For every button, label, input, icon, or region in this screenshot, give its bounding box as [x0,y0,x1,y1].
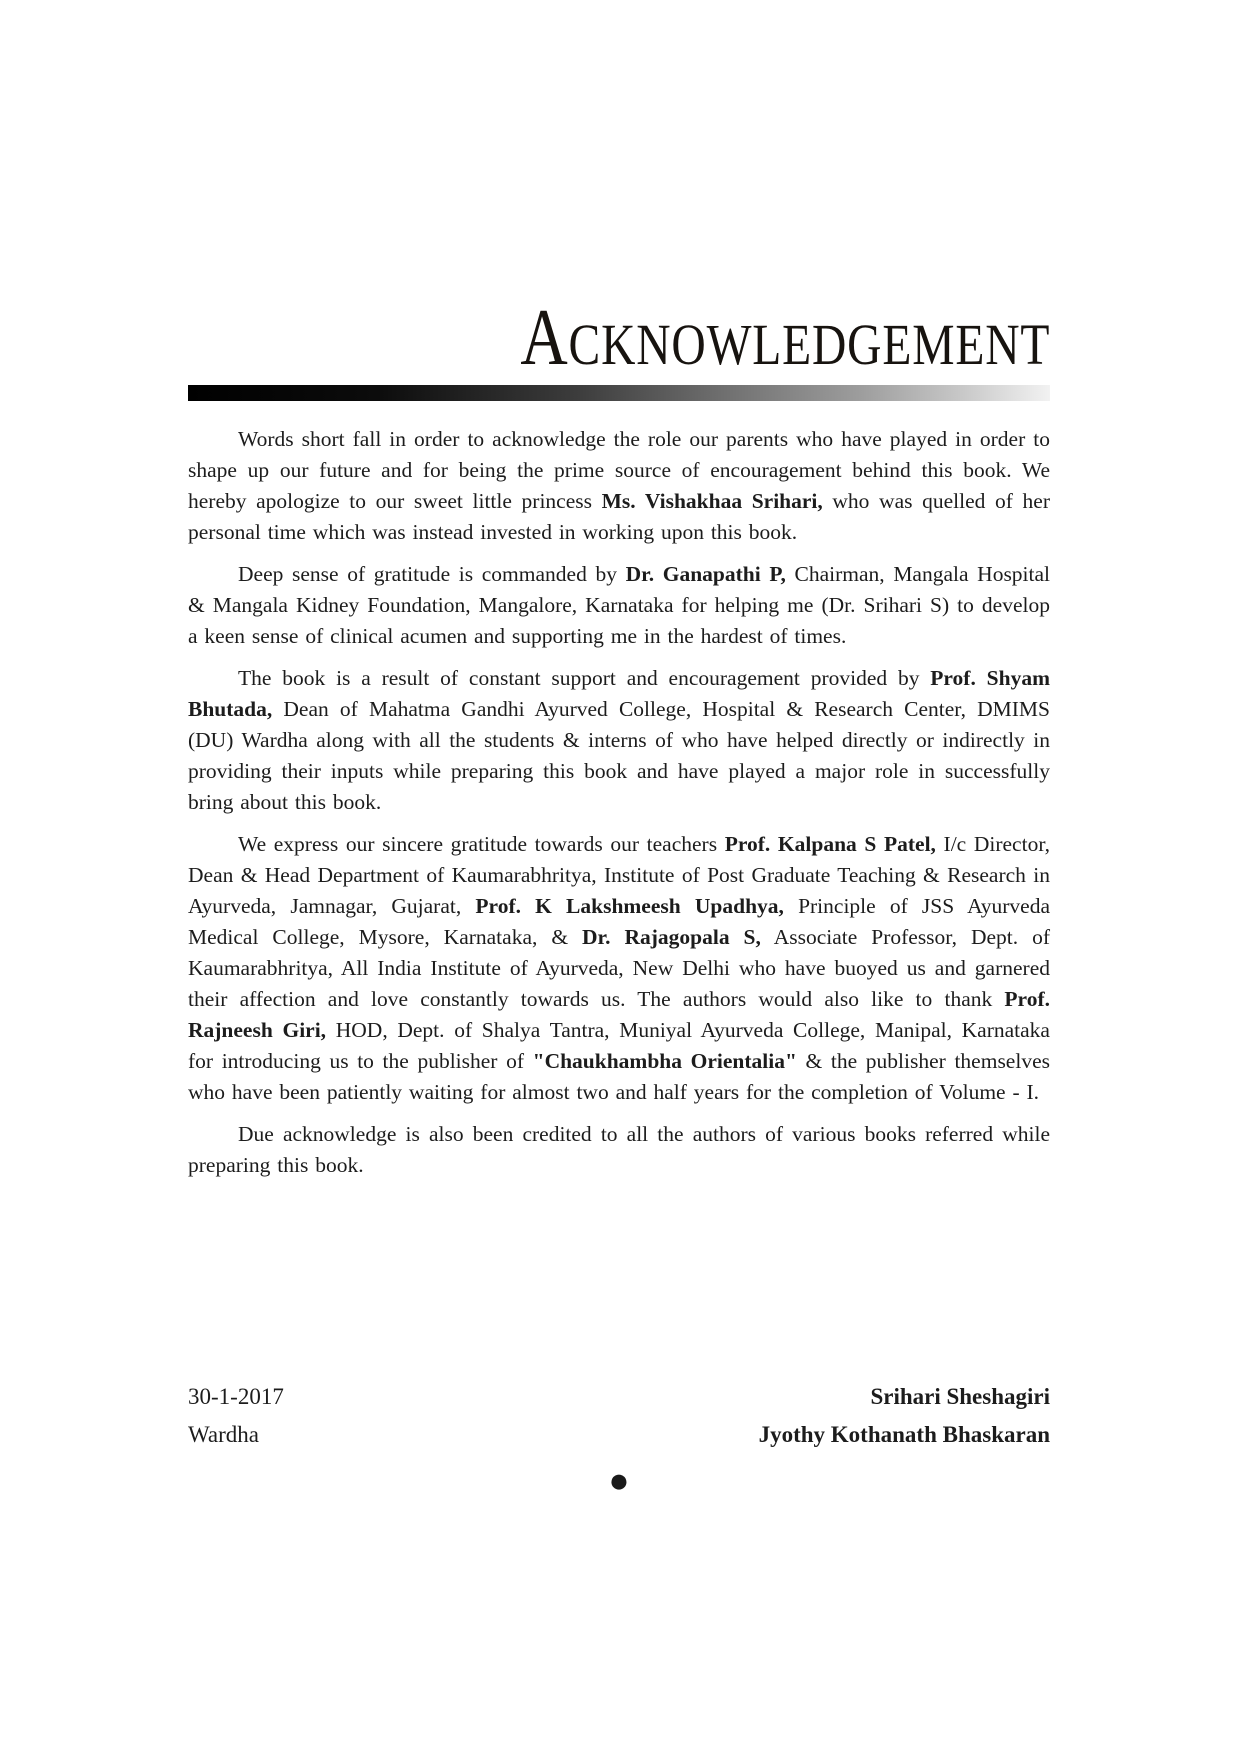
text-run: who was quelled of her personal time which was instead invested in working upon this book. [188,489,1050,544]
paragraph [188,559,1050,652]
title-rest-letters: CKNOWLEDGEMENT [568,312,1050,377]
page-title [188,296,1050,380]
text-run: Due acknowledge is also been credited to all the authors of various books referred while preparing this book. [188,1122,1050,1177]
signature-author-2: Jyothy Kothanath Bhaskaran [758,1422,1050,1447]
gradient-rule [188,385,1050,401]
paragraph [188,663,1050,818]
bold-name-run: Dr. Rajagopala S, [582,925,761,949]
text-run: Associate Professor, Dept. of Kaumarabhritya, All India Institute of Ayurveda, New Delhi who have buoyed us and garnered their affection and love constantly towards us. The authors would also like to thank [188,925,1050,1011]
page-content [188,0,1050,1192]
title-initial-letter: A [520,294,569,382]
page-title-text [520,296,1050,380]
signature-author-1: Srihari Sheshagiri [870,1384,1050,1409]
body-paragraphs [188,424,1050,1181]
bold-name-run: Prof. Kalpana S Patel, [724,832,936,856]
text-run: I/c Director, Dean & Head Department of Kaumarabhritya, Institute of Post Graduate Teaching & Research in Ayurveda, Jamnagar, Gujarat, [188,832,1050,918]
signature-block [188,1384,1050,1460]
bold-name-run: Prof. Shyam Bhutada, [188,666,1050,721]
end-bullet-icon: ● [608,1461,630,1500]
signature-place: Wardha [188,1422,259,1447]
text-run: Words short fall in order to acknowledge the role our parents who have played in order to shape up our future and for being the prime source of encouragement behind this book. We hereby apologize to our sweet little princess [188,427,1050,513]
bold-name-run: Prof. Rajneesh Giri, [188,987,1050,1042]
bold-name-run: Dr. Ganapathi P, [625,562,786,586]
paragraph [188,829,1050,1108]
text-run: Chairman, Mangala Hospital & Mangala Kidney Foundation, Mangalore, Karnataka for helping me (Dr. Srihari S) to develop a keen sense of clinical acumen and supporting me in the hardest of times. [188,562,1051,648]
signature-row-1 [188,1384,1050,1422]
text-run: & the publisher themselves who have been patiently waiting for almost two and half years for the completion of Volume - I. [188,1049,1050,1104]
end-mark-row [188,1463,1050,1499]
paragraph [188,424,1050,548]
paragraph [188,1119,1050,1181]
text-run: The book is a result of constant support and encouragement provided by [238,666,931,690]
text-run: HOD, Dept. of Shalya Tantra, Muniyal Ayurveda College, Manipal, Karnataka for introducing us to the publisher of [188,1018,1050,1073]
text-run: Principle of JSS Ayurveda Medical College, Mysore, Karnataka, & [188,894,1050,949]
signature-row-2 [188,1422,1050,1460]
bold-name-run: "Chaukhambha Orientalia" [532,1049,797,1073]
text-run: Deep sense of gratitude is commanded by [238,562,626,586]
text-run: Dean of Mahatma Gandhi Ayurved College, Hospital & Research Center, DMIMS (DU) Wardha along with all the students & interns of who have helped directly or indirectly in providing their inputs while preparing this book and have played a major role in successfully bring about this book. [188,697,1050,814]
text-run: We express our sincere gratitude towards our teachers [238,832,725,856]
bold-name-run: Prof. K Lakshmeesh Upadhya, [475,894,784,918]
signature-date: 30-1-2017 [188,1384,284,1409]
bold-name-run: Ms. Vishakhaa Srihari, [601,489,823,513]
